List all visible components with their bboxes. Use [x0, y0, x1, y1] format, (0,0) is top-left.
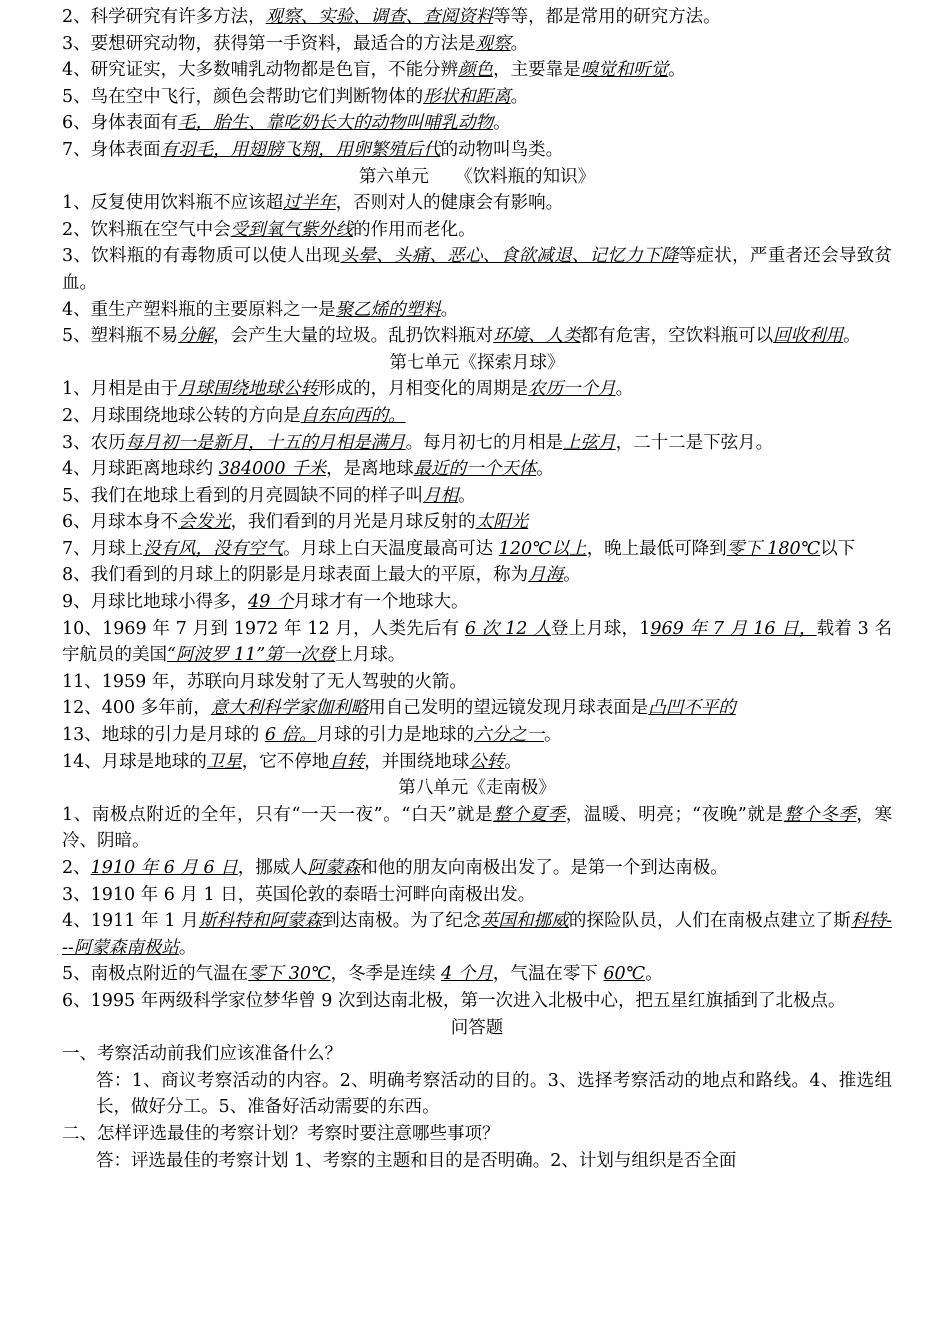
answer-blank: 49 个 — [248, 592, 294, 613]
text-run: 载着 3 名宇航员的美国 — [62, 618, 893, 666]
answer-blank: 过半年 — [283, 193, 336, 214]
text-run: 以下 — [820, 538, 856, 559]
text-paragraph — [62, 243, 892, 296]
text-run: 4、重生产塑料瓶的主要原料之一是 — [62, 299, 336, 320]
text-paragraph — [62, 616, 892, 669]
answer-blank: 英国和挪威 — [480, 911, 569, 932]
text-run: ，晚上最低可降到 — [586, 538, 727, 559]
text-run: 2、科学研究有许多方法， — [62, 7, 266, 27]
text-run: 14、月球是地球的 — [62, 751, 207, 772]
text-run: 12、400 多年前， — [62, 698, 211, 719]
text-run: 2、月球围绕地球公转的方向是 — [62, 405, 301, 426]
text-line — [62, 376, 892, 403]
text-line — [62, 1041, 892, 1068]
answer-paragraph — [62, 1068, 892, 1121]
text-run: 5、南极点附近的气温在 — [62, 964, 249, 985]
answer-blank: 嗅觉和听觉 — [580, 60, 669, 81]
answer-blank: 六分之一 — [474, 725, 545, 746]
answer-blank: 毛，胎生、靠吃奶长大的动物叫哺乳动物 — [178, 113, 494, 134]
text-paragraph — [62, 695, 892, 722]
text-run: 8、我们看到的月球上的阴影是月球表面上最大的平原，称为 — [62, 565, 529, 586]
text-run: 3、1910 年 6 月 1 日，英国伦敦的泰晤士河畔向南极出发。 — [62, 884, 536, 905]
answer-blank: 4 个月 — [441, 964, 493, 985]
answer-blank: 凸凹不平的 — [648, 698, 736, 719]
text-run: 答：评选最佳的考察计划 1、考察的主题和目的是否明确。2、计划与组织是否全面 — [96, 1150, 737, 1171]
text-line — [62, 1121, 892, 1148]
text-run: 4、研究证实，大多数哺乳动物都是色盲，不能分辨 — [62, 60, 459, 81]
text-paragraph — [62, 908, 892, 961]
text-line — [62, 483, 892, 510]
answer-blank: 观察、实验、调查、查阅资料 — [265, 7, 494, 27]
section-heading — [62, 350, 892, 377]
answer-blank: 1910 年 6 月 6 日 — [90, 858, 238, 878]
text-run: 7、月球上 — [62, 538, 144, 559]
section-heading — [62, 1015, 892, 1042]
text-run: 3、农历 — [62, 432, 126, 453]
text-run: 月球的引力是地球的 — [316, 725, 475, 746]
text-run: 5、我们在地球上看到的月亮圆缺不同的样子叫 — [62, 485, 424, 506]
text-run: 。 — [563, 565, 581, 586]
text-run: ，挪威人 — [237, 858, 308, 878]
text-run: 到达南极。为了纪念 — [322, 911, 481, 932]
text-run: ，否则对人的健康会有影响。 — [335, 193, 564, 214]
text-run: 1、月相是由于 — [62, 379, 179, 400]
answer-blank: 头晕、头痛、恶心、食欲减退、记忆力下降 — [340, 246, 679, 267]
text-line — [62, 137, 892, 164]
answer-blank: 聚乙烯的塑料 — [335, 299, 441, 320]
text-run: ，它不停地 — [241, 751, 330, 772]
text-run: 的作用而老化。 — [353, 219, 476, 240]
answer-blank: 会发光 — [178, 512, 231, 533]
text-run: 问答题 — [450, 1017, 504, 1038]
text-run: 。 — [458, 485, 476, 506]
text-line — [62, 589, 892, 616]
text-run: 一、考察活动前我们应该准备什么？ — [62, 1044, 342, 1065]
section-heading — [62, 775, 892, 802]
text-run: ，冬季是连续 — [330, 964, 442, 985]
text-paragraph — [62, 988, 892, 1015]
text-run: 月球才有一个地球大。 — [293, 592, 469, 613]
text-run: ，寒冷、阴暗。 — [62, 804, 893, 852]
text-run: 6、1995 年两级科学家位梦华曾 9 次到达南北极，第一次进入北极中心，把五星红旗插到了北极点。 — [62, 990, 846, 1011]
answer-blank: 意大利科学家伽利略 — [210, 698, 369, 719]
text-line — [62, 855, 892, 882]
answer-blank: 120℃以上 — [498, 538, 587, 559]
text-run: 。 — [645, 964, 663, 985]
answer-blank: 969 年 7 月 16 日， — [650, 618, 817, 639]
answer-blank: 分解 — [178, 326, 214, 347]
text-line — [62, 961, 892, 988]
text-run: 答：1、商议考察活动的内容。2、明确考察活动的目的。3、选择考察活动的地点和路线。4、推选组长，做好分工。5、准备好活动需要的东西。 — [96, 1070, 892, 1118]
answer-blank: 零下 180℃ — [726, 538, 821, 559]
answer-blank: 最近的一个天体 — [413, 459, 537, 480]
text-run: 和他的朋友向南极出发了。是第一个到达南极。 — [360, 858, 728, 878]
answer-blank: 公转 — [469, 751, 505, 772]
text-run: 5、鸟在空中飞行，颜色会帮助它们判断物体的 — [62, 86, 424, 107]
text-run: 7、身体表面 — [62, 139, 161, 160]
text-run: 。月球上白天温度最高可达 — [283, 538, 499, 559]
answer-blank: 卫星 — [206, 751, 242, 772]
text-run: 5、塑料瓶不易 — [62, 326, 179, 347]
text-run: ，我们看到的月光是月球反射的 — [230, 512, 476, 533]
text-run: 的动物叫鸟类。 — [440, 139, 564, 160]
answer-blank: 有羽毛，用翅膀飞翔，用卵繁殖后代 — [160, 139, 441, 160]
answer-blank: 阿蒙森 — [307, 858, 361, 878]
text-run: 。 — [544, 725, 562, 746]
text-run: ，会产生大量的垃圾。乱扔饮料瓶对 — [213, 326, 494, 347]
answer-blank: 月相 — [423, 485, 459, 506]
text-run: 3、要想研究动物，获得第一手资料，最适合的方法是 — [62, 33, 476, 54]
text-run: 。 — [178, 937, 197, 958]
text-line — [62, 4, 892, 31]
text-run: 4、1911 年 1 月 — [62, 911, 199, 932]
answer-blank: 农历一个月 — [528, 379, 616, 400]
text-run: ，气温在零下 — [492, 964, 604, 985]
answer-blank: 每月初一是新月，十五的月相是满月 — [125, 432, 406, 453]
answer-blank: 自转 — [329, 751, 365, 772]
answer-blank: 形状和距离 — [423, 86, 511, 107]
text-run: 。 — [493, 113, 511, 134]
text-run: 2、 — [62, 858, 91, 878]
answer-blank: 60℃ — [603, 964, 646, 985]
text-run: 10、1969 年 7 月到 1972 年 12 月，人类先后有 — [62, 618, 465, 639]
text-run: 2、饮料瓶在空气中会 — [62, 219, 231, 240]
answer-blank: 太阳光 — [475, 512, 529, 533]
answer-blank: 环境、人类 — [493, 326, 581, 347]
answer-blank: 月球围绕地球公转 — [178, 379, 319, 400]
text-run: 1、南极点附近的全年，只有“一天一夜”。“白天”就是 — [62, 804, 494, 825]
answer-blank: 整个冬季 — [783, 804, 857, 825]
answer-blank: 斯科特和阿蒙森 — [198, 911, 323, 932]
text-line — [62, 217, 892, 244]
answer-blank: 受到氧气紫外线 — [230, 219, 354, 240]
answer-blank: 6 次 12 人 — [464, 618, 551, 639]
text-run: 11、1959 年，苏联向月球发射了无人驾驶的火箭。 — [62, 671, 467, 692]
text-run: 等等，都是常用的研究方法。 — [493, 7, 721, 27]
text-line — [62, 509, 892, 536]
text-run: 上月球。 — [335, 645, 406, 666]
text-run: 。 — [668, 60, 686, 81]
text-line — [62, 190, 892, 217]
answer-line — [62, 1148, 892, 1175]
text-run: 第八单元《走南极》 — [398, 778, 556, 799]
answer-blank: 384000 千米 — [218, 459, 327, 480]
text-line — [62, 749, 892, 776]
text-paragraph — [62, 802, 892, 855]
text-run: 。 — [440, 299, 459, 320]
text-line — [62, 456, 892, 483]
answer-blank: 观察 — [475, 33, 511, 54]
text-run: 第六单元 《饮料瓶的知识》 — [358, 166, 596, 187]
text-run: 4、月球距离地球约 — [62, 459, 219, 480]
text-paragraph — [62, 430, 892, 457]
text-run: 1、反复使用饮料瓶不应该超 — [62, 193, 284, 214]
text-run: 13、地球的引力是月球的 — [62, 725, 265, 746]
section-heading — [62, 164, 892, 191]
answer-blank: 自东向西的。 — [300, 405, 406, 426]
text-run: 。每月初七的月相是 — [405, 432, 564, 453]
text-run: 。 — [510, 33, 529, 54]
text-run: ，主要靠是 — [493, 60, 581, 81]
answer-blank: 月海 — [528, 565, 564, 586]
answer-blank: 没有风，没有空气 — [143, 538, 284, 559]
text-run: 。 — [843, 326, 861, 347]
text-run: 。 — [504, 751, 522, 772]
answer-blank: “阿波罗 11”第一次登 — [167, 645, 336, 666]
answer-blank: 科特---阿蒙森南极站 — [62, 911, 893, 958]
text-run: 6、身体表面有 — [62, 113, 179, 134]
text-line — [62, 403, 892, 430]
answer-blank: 回收利用 — [773, 326, 844, 347]
text-line — [62, 297, 892, 324]
text-run: 用自己发明的望远镜发现月球表面是 — [368, 698, 649, 719]
text-line — [62, 882, 892, 909]
text-run: ，是离地球 — [326, 459, 414, 480]
text-run: 6、月球本身不 — [62, 512, 179, 533]
text-run: 都有危害，空饮料瓶可以 — [580, 326, 774, 347]
text-run: ，温暖、明亮；“夜晚”就是 — [565, 804, 784, 825]
answer-blank: 6 倍。 — [264, 725, 317, 746]
text-paragraph — [62, 323, 892, 350]
text-run: 登上月球，1 — [550, 618, 651, 639]
text-line — [62, 84, 892, 111]
answer-blank: 零下 30℃ — [248, 964, 331, 985]
text-run: 的探险队员，人们在南极点建立了斯 — [568, 911, 851, 932]
text-line — [62, 562, 892, 589]
text-run: 。 — [536, 459, 554, 480]
text-run: ，二十二是下弦月。 — [615, 432, 774, 453]
text-run: 形成的，月相变化的周期是 — [318, 379, 529, 400]
text-paragraph — [62, 536, 892, 563]
text-run: 。 — [615, 379, 634, 400]
text-run: 第七单元《探索月球》 — [389, 352, 565, 373]
answer-blank: 整个夏季 — [493, 804, 566, 825]
text-line — [62, 110, 892, 137]
text-run: 9、月球比地球小得多， — [62, 592, 249, 613]
answer-blank: 颜色 — [458, 60, 494, 81]
text-run: 二、怎样评选最佳的考察计划？考察时要注意哪些事项？ — [62, 1123, 500, 1144]
text-line — [62, 31, 892, 58]
text-run: ，并围绕地球 — [364, 751, 470, 772]
answer-blank: 上弦月 — [563, 432, 616, 453]
text-run: 等症状，严重者还会导致贫血。 — [62, 246, 893, 293]
text-line — [62, 722, 892, 749]
text-run: 3、饮料瓶的有毒物质可以使人出现 — [62, 246, 341, 267]
text-run: 。 — [510, 86, 529, 107]
text-line — [62, 57, 892, 84]
text-line — [62, 669, 892, 696]
